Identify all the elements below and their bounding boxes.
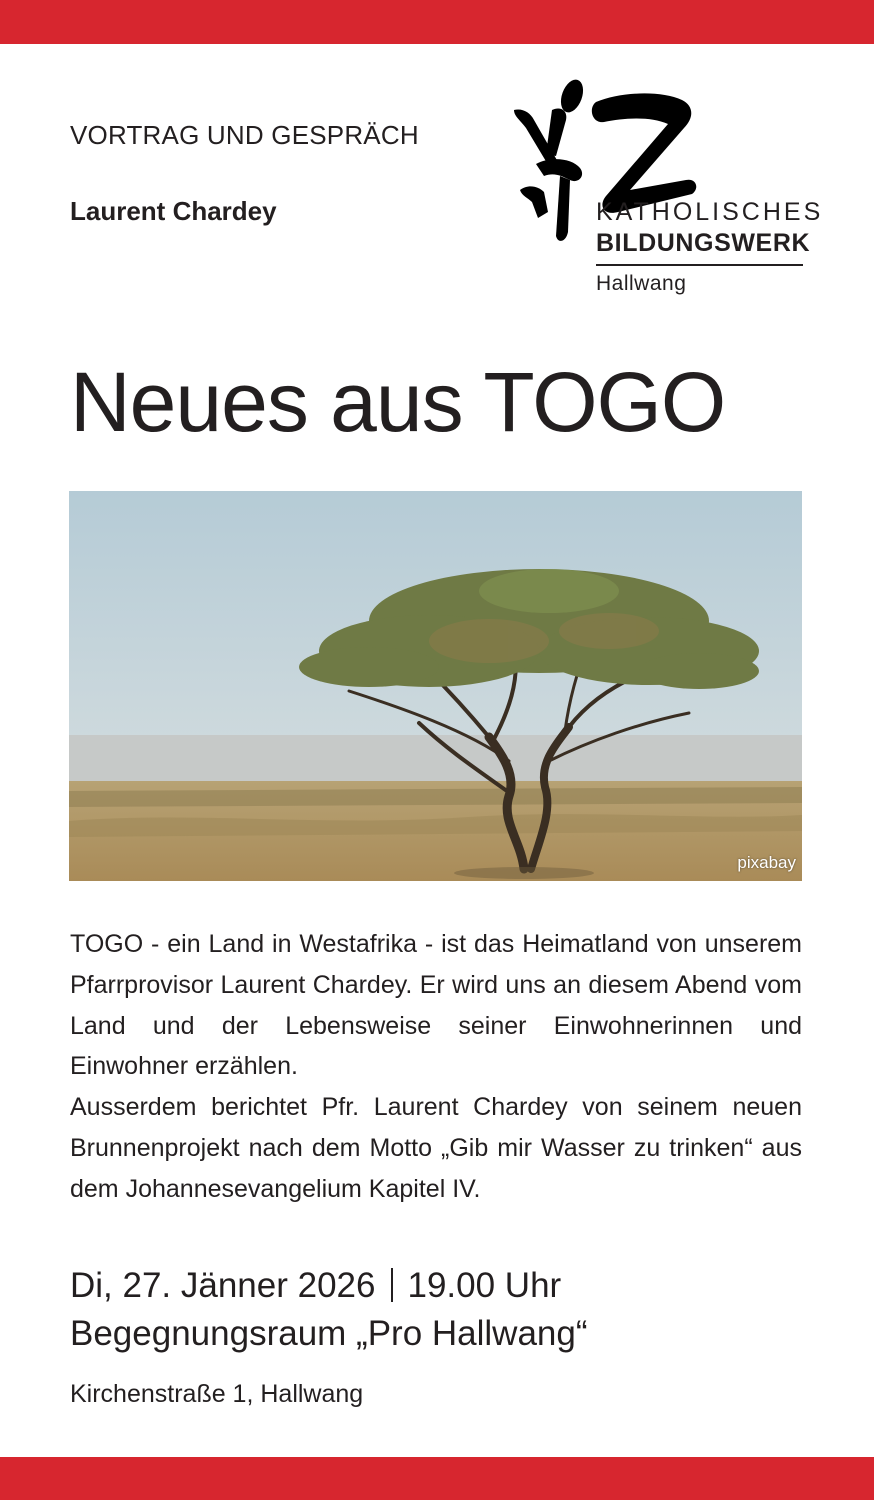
- description-paragraph: TOGO - ein Land in Westafrika - ist das Heimatland von unserem Pfarrprovisor Laurent Chardey. Er wird uns an diesem Abend vom Land und der Lebensweise seiner Einwohnerinnen und Einwohner erzählen.: [70, 930, 802, 1081]
- event-description: [70, 924, 802, 1210]
- description-paragraph: Ausserdem berichtet Pfr. Laurent Chardey von seinem neuen Brunnenprojekt nach dem Motto „Gib mir Wasser zu trinken“ aus dem Johannesevangelium Kapitel IV.: [70, 1093, 802, 1203]
- datetime-separator: [391, 1268, 393, 1302]
- speaker-name: Laurent Chardey: [70, 196, 277, 226]
- event-address: Kirchenstraße 1, Hallwang: [70, 1380, 364, 1408]
- photo-credit: pixabay: [737, 853, 796, 872]
- event-venue: Begegnungsraum „Pro Hallwang“: [70, 1314, 588, 1353]
- landscape-illustration: [69, 491, 802, 881]
- acacia-savanna-photo: [69, 491, 802, 881]
- event-date: Di, 27. Jänner 2026: [70, 1266, 376, 1305]
- logo-text-hallwang: Hallwang: [596, 272, 687, 295]
- bottom-red-bar: [0, 1457, 874, 1500]
- page-title: Neues aus TOGO: [70, 355, 726, 449]
- event-kicker: VORTRAG UND GESPRÄCH: [70, 120, 419, 150]
- event-time: 19.00 Uhr: [407, 1266, 562, 1305]
- logo-divider: [596, 264, 803, 266]
- top-red-bar: [0, 0, 874, 44]
- event-datetime: [70, 1266, 561, 1306]
- logo-text-bildungswerk: BILDUNGSWERK: [596, 229, 811, 257]
- logo-text-katholisches: KATHOLISCHES: [596, 198, 824, 226]
